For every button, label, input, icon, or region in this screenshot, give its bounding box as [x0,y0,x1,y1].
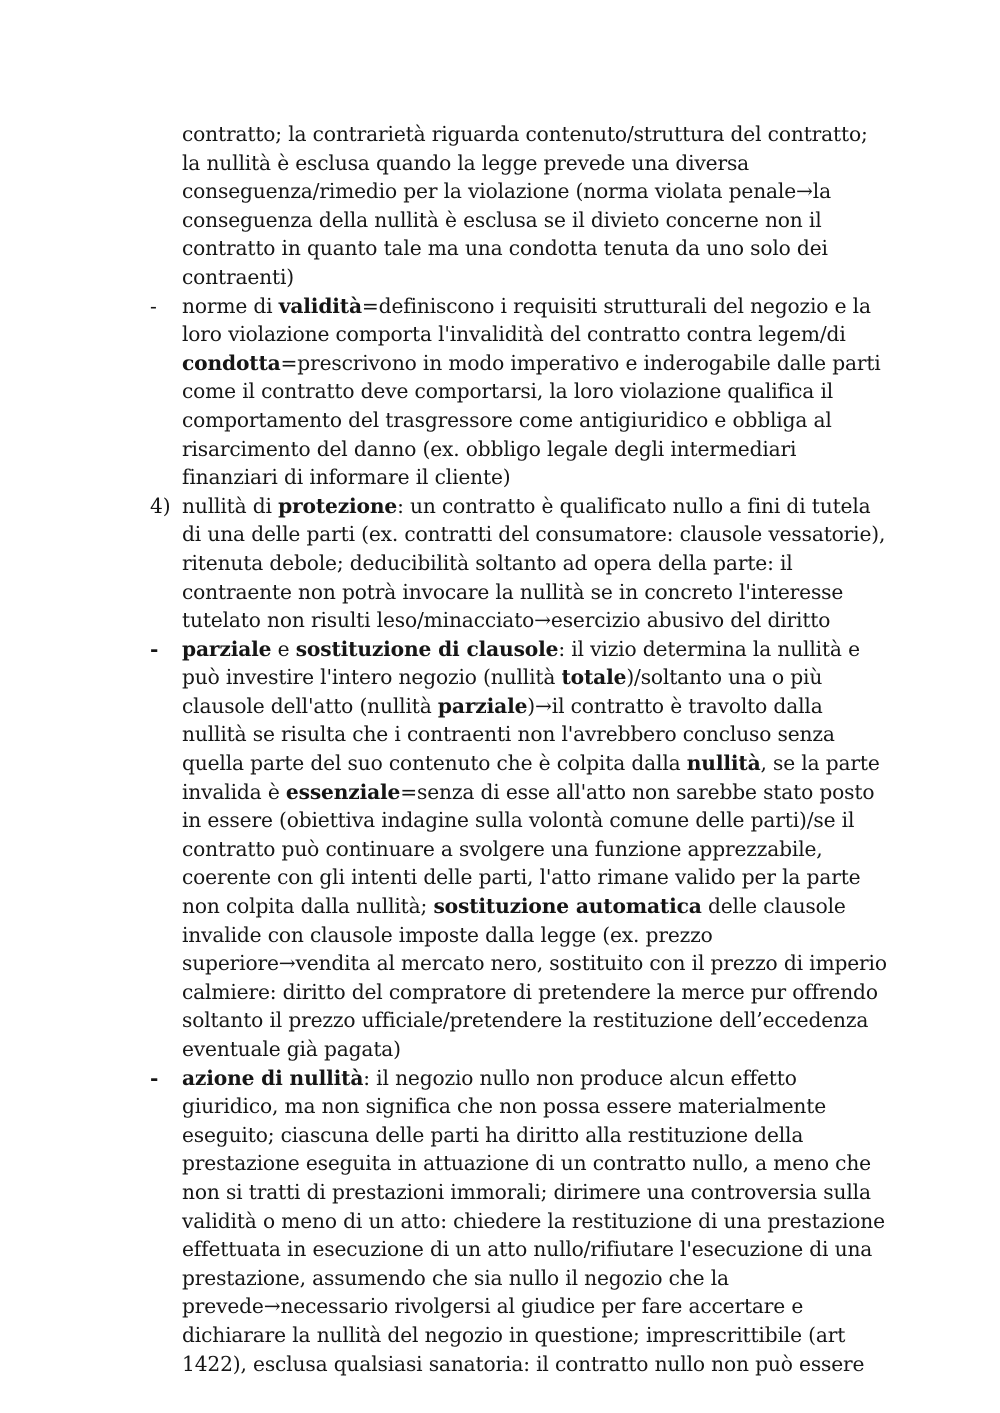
text-segment: )→il contratto è travolto dalla nullità se risulta che i contraenti non l'avrebbero concluso senza quella parte del suo contenuto che è colpita dalla [182,693,835,776]
bold-term: essenziale [285,779,401,804]
bold-term: sostituzione automatica [433,894,702,919]
text-segment: nullità di [182,493,279,518]
entry-marker: - [150,1065,159,1090]
text-segment: , se la parte invalida è [182,751,880,804]
bold-term: parziale [437,693,528,718]
text-segment: : un contratto è qualificato nullo a fini di tutela di una delle parti (ex. contratti del consumatore: clausole vessatorie), ritenuta debole; deducibilità soltanto ad opera della parte: il contraente non potrà invocare la nullità se in concreto l'interesse tutelato non risulti leso/minacciato→esercizio abusivo del diritto [182,493,886,633]
entry-parziale-sostituzione [150,635,890,1064]
text-segment: )/soltanto una o più clausole dell'atto (nullità [182,665,823,718]
text-segment: norme di [182,293,279,318]
entry-continuation [150,120,890,292]
entry-norme-validita-condotta [150,292,890,492]
text-segment: e [271,636,296,661]
text-segment: =senza di esse all'atto non sarebbe stato posto in essere (obiettiva indagine sulla volontà comune delle parti)/se il contratto può continuare a svolgere una funzione apprezzabile, coerente con gli intenti delle parti, l'atto rimane valido per la parte non colpita dalla nullità; [182,779,875,919]
entry-text [182,294,881,490]
bold-term: parziale [182,636,272,661]
bold-term: protezione [278,493,398,518]
entry-marker: - [150,636,159,661]
bold-term: condotta [182,350,281,375]
entry-text [182,494,885,632]
entry-text [182,122,868,289]
text-segment: =prescrivono in modo imperativo e inderogabile dalle parti come il contratto deve comportarsi, la loro violazione qualifica il comportamento del trasgressore come antigiuridico e obbliga al risarcimento del danno (ex. obbligo legale degli intermediari finanziari di informare il cliente) [182,350,881,490]
bold-term: totale [561,665,627,690]
text-segment: =definiscono i requisiti strutturali del negozio e la loro violazione comporta l'invalidità del contratto contra legem/di [182,293,871,347]
text-segment: : il negozio nullo non produce alcun effetto giuridico, ma non significa che non possa essere materialmente eseguito; ciascuna delle parti ha diritto alla restituzione della prestazione eseguita in attuazione di un contratto nullo, a meno che non si tratti di prestazioni immorali; dirimere una controversia sulla validità o meno di un atto: chiedere la restituzione di una prestazione effettuata in esecuzione di un atto nullo/rifiutare l'esecuzione di una prestazione, assumendo che sia nullo il negozio che la prevede→necessario rivolgersi al giudice per fare accertare e dichiarare la nullità del negozio in questione; imprescrittibile (art 1422), esclusa qualsiasi sanatoria: il contratto nullo non può essere [182,1065,885,1376]
bold-term: validità [278,293,362,318]
entry-marker: - [150,293,157,318]
bold-term: sostituzione di clausole [295,636,559,661]
entry-nullita-protezione [150,492,890,635]
entry-text [182,1066,885,1376]
bold-term: nullità [686,751,761,776]
text-segment: contratto; la contrarietà riguarda contenuto/struttura del contratto; la nullità è esclusa quando la legge prevede una diversa conseguenza/rimedio per la violazione (norma violata penale→la conseguenza della nullità è esclusa se il divieto concerne non il contratto in quanto tale ma una condotta tenuta da uno solo dei contraenti) [182,122,868,289]
entry-text [182,637,887,1061]
document-body [150,120,890,1378]
entry-marker: 4) [150,493,171,518]
bold-term: azione di nullità [182,1065,364,1090]
text-segment: delle clausole invalide con clausole imposte dalla legge (ex. prezzo superiore→vendita al mercato nero, sostituito con il prezzo di imperio calmiere: diritto del compratore di pretendere la merce pur offrendo soltanto il prezzo ufficiale/pretendere la restituzione dell’eccedenza eventuale già pagata) [182,894,887,1061]
entry-azione-nullita [150,1064,890,1379]
text-segment: : il vizio determina la nullità e può investire l'intero negozio (nullità [182,636,860,690]
